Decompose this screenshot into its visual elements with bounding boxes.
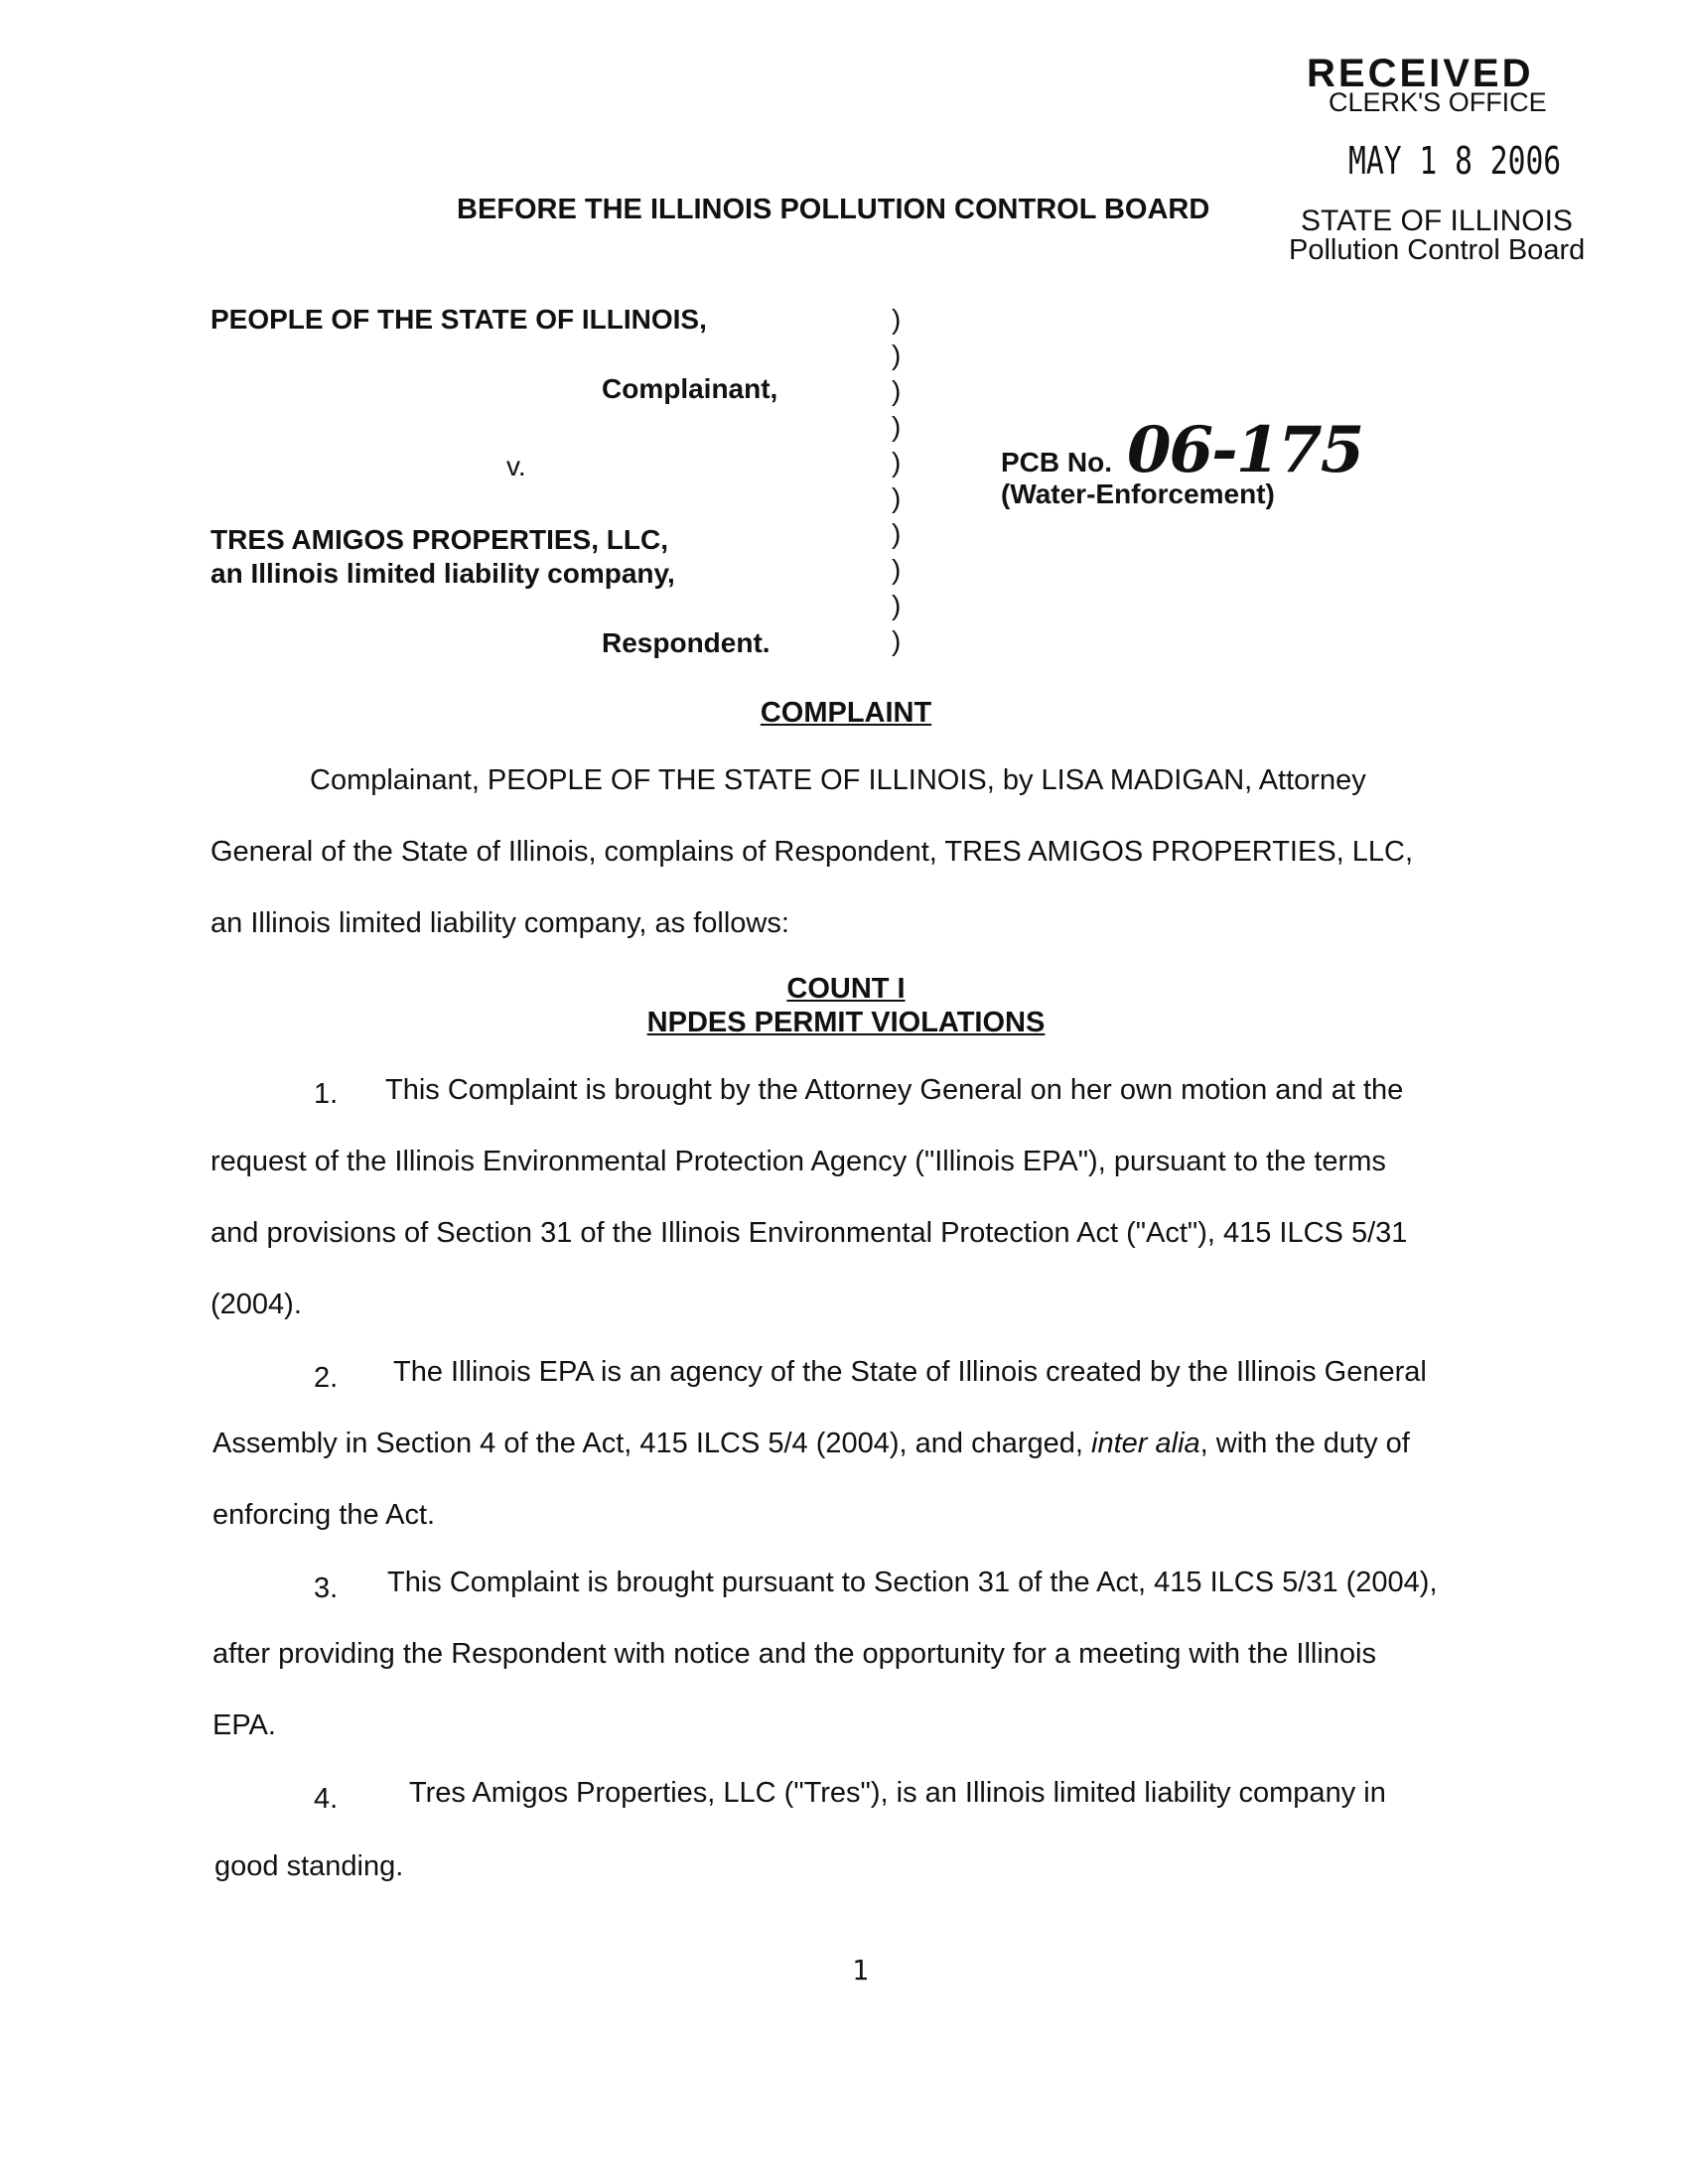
inter-alia-italic: inter alia xyxy=(1091,1428,1200,1459)
paren: ) xyxy=(892,482,902,513)
paren: ) xyxy=(892,411,902,442)
paragraph-line-with-italic xyxy=(212,1428,1410,1460)
paragraph-number: 2. xyxy=(314,1362,339,1394)
pcb-number-handwritten: 06-175 xyxy=(1127,413,1363,487)
paragraph-number: 1. xyxy=(314,1078,339,1110)
paragraph-line: This Complaint is brought by the Attorney General on her own motion and at the xyxy=(385,1074,1404,1106)
complainant-name: PEOPLE OF THE STATE OF ILLINOIS, xyxy=(210,304,707,335)
paragraph-number: 3. xyxy=(314,1572,339,1604)
paren: ) xyxy=(892,375,902,406)
clerks-office-label: CLERK'S OFFICE xyxy=(1329,87,1547,117)
stamp-state-label: STATE OF ILLINOIS xyxy=(1301,205,1573,237)
paragraph-line: (2004). xyxy=(210,1289,302,1320)
count-heading: COUNT I xyxy=(786,973,906,1005)
intro-line: Complainant, PEOPLE OF THE STATE OF ILLINOIS, by LISA MADIGAN, Attorney xyxy=(310,764,1366,796)
paragraph-line: request of the Illinois Environmental Protection Agency ("Illinois EPA"), pursuant to the terms xyxy=(210,1146,1386,1177)
paragraph-line: EPA. xyxy=(212,1709,276,1741)
paragraph-line-tail: , with the duty of xyxy=(1199,1428,1410,1459)
paren: ) xyxy=(892,590,902,620)
stamp-board-label: Pollution Control Board xyxy=(1289,234,1586,266)
respondent-name: TRES AMIGOS PROPERTIES, LLC, xyxy=(210,524,669,555)
paragraph-line: This Complaint is brought pursuant to Section 31 of the Act, 415 ILCS 5/31 (2004), xyxy=(387,1567,1438,1598)
respondent-description: an Illinois limited liability company, xyxy=(210,558,675,589)
caption-parentheses xyxy=(892,302,912,659)
board-heading: BEFORE THE ILLINOIS POLLUTION CONTROL BOARD xyxy=(457,194,1210,225)
paragraph-line: good standing. xyxy=(214,1850,404,1882)
paragraph-line: enforcing the Act. xyxy=(212,1499,436,1531)
paren: ) xyxy=(892,625,902,656)
received-date: MAY 1 8 2006 xyxy=(1348,139,1562,183)
paren: ) xyxy=(892,447,902,478)
pcb-label: PCB No. xyxy=(1001,447,1112,478)
received-stamp: RECEIVED xyxy=(1307,52,1534,95)
case-type: (Water-Enforcement) xyxy=(1001,478,1275,509)
paragraph-line: after providing the Respondent with notice and the opportunity for a meeting with the Illinois xyxy=(212,1638,1376,1670)
page-number: 1 xyxy=(852,1954,869,1986)
paren: ) xyxy=(892,340,902,370)
paragraph-line-text: Assembly in Section 4 of the Act, 415 ILCS 5/4 (2004), and charged, xyxy=(212,1428,1092,1459)
document-title: COMPLAINT xyxy=(760,697,932,729)
count-subheading: NPDES PERMIT VIOLATIONS xyxy=(646,1007,1046,1038)
respondent-role: Respondent. xyxy=(602,627,771,658)
paren: ) xyxy=(892,518,902,549)
paren: ) xyxy=(892,304,902,335)
complainant-role: Complainant, xyxy=(602,373,778,404)
paren: ) xyxy=(892,554,902,585)
versus-label: v. xyxy=(506,451,526,481)
intro-line: General of the State of Illinois, complains of Respondent, TRES AMIGOS PROPERTIES, LLC, xyxy=(210,836,1414,868)
paragraph-line: and provisions of Section 31 of the Illinois Environmental Protection Act ("Act"), 415 ILCS 5/31 xyxy=(210,1217,1408,1249)
intro-line: an Illinois limited liability company, as follows: xyxy=(210,907,789,939)
paragraph-line: Tres Amigos Properties, LLC ("Tres"), is an Illinois limited liability company in xyxy=(409,1777,1386,1809)
paragraph-line: The Illinois EPA is an agency of the State of Illinois created by the Illinois General xyxy=(393,1356,1427,1388)
paragraph-number: 4. xyxy=(314,1783,339,1815)
